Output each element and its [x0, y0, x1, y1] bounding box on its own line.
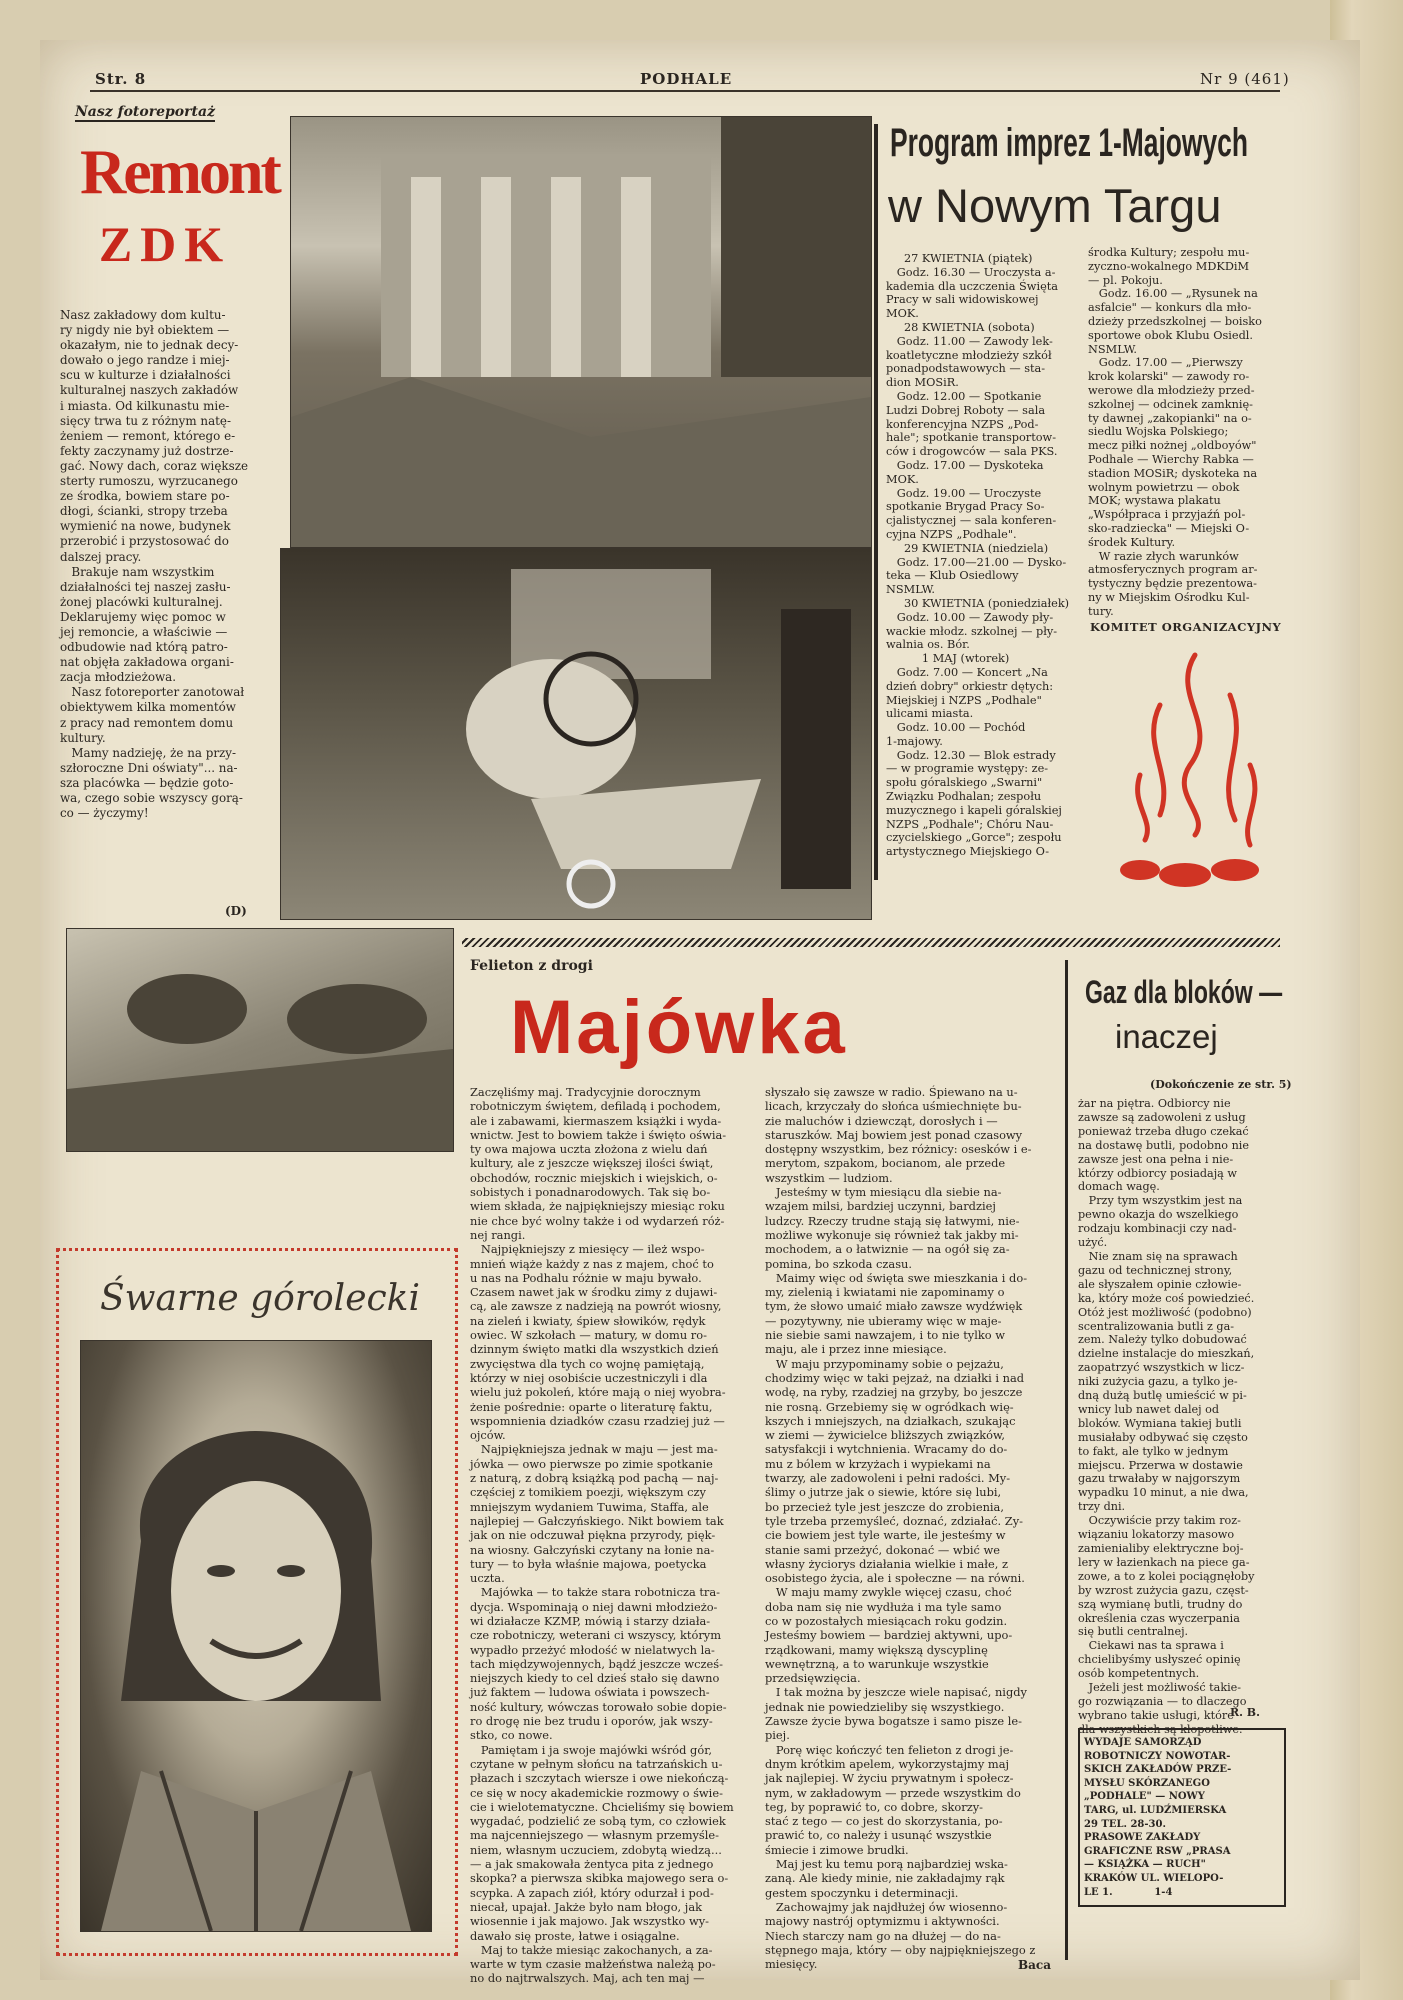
photo-concrete-mixer-illustration — [281, 549, 871, 919]
gaz-signature: R. B. — [1230, 1706, 1260, 1719]
program-column-rule — [874, 124, 878, 880]
majowka-col2: słyszało się zawsze w radio. Śpiewano na u- licach, krzyczały do słońca uśmiechnięte bu- zie maluchów i dziewcząt, dorosłych i — staruszków. Maj bowiem jest ponad czasowy dostępny wszystkim, bez różnicy: osesków i e- merytom, szpakom, bocianom, ale przede wszystkim — ludziom. Jesteśmy w tym miesiącu dla siebie na- wzajem milsi, bardziej uczynni, bardziej ludzcy. Rzeczy trudne stają się łatwymi, nie- możliwe wykonuje się również tak jakby mi- mochodem, a o łatwiznie — na ogół się za- pomina, bo szkoda czasu. Maimy więc od święta swe mieszkania i do- my, zielenią i kwiatami nie zapominamy o tym, że słowo umaić miało zawsze wydźwięk — pozytywny, nie ubieramy więc w maje- nie siebie sami nawzajem, i to nie tylko w maju, ale i przez inne miesiące. W maju przypominamy sobie o pejzażu, chodzimy więc w taki pejzaż, na działki i nad wodę, na ryby, rzadziej na grzyby, bo jeszcze nie rosną. Grzebiemy się w ogródkach wię- kszych i mniejszych, na działkach, szukając w ziemi — żywicielce bliższych związków, satysfakcji i wytchnienia. Wracamy do do- mu z bólem w krzyżach i wypiekami na twarzy, ale zadowoleni i pełni radości. My- ślimy o jutrze jak o siewie, które się lubi, bo przecież tyle jest jeszcze do zrobienia, tyle trzeba przemyśleć, doznać, zdziałać. Zy- cie bowiem jest tyle warte, ile jesteśmy w stanie sami przeżyć, dokonać — wbić we własny życiorys działania wielkie i małe, z osobistego życia, ale i społeczne — na równi. W maju mamy zwykle więcej czasu, choć doba nam się nie wydłuża i ma tyle samo co w pozostałych miesiącach roku godzin. Jesteśmy bowiem — bardziej aktywni, upo- rządkowani, mamy większą dyscyplinę wewnętrzną, a to warunkuje wszystkie przedsięwzięcia. I tak można by jeszcze wiele napisać, nigdy jednak nie powiedzieliby się wszystkiego. Zawsze życie bywa bogatsze i samo pisze le- piej. Porę więc kończyć ten felieton z drogi je- dnym krótkim apelem, wykorzystajmy maj jak najlepiej. W życiu prywatnym i społecz- nym, w zakładowym — przede wszystkim do teg, by poprawić to, co dobre, skorzy- stać z tego — co jest do skorzystania, po- prawić to, co należy i usunąć wszystkie śmiecie i zimowe brudki. Maj jest ku temu porą najbardziej wska- zaną. Ale kiedy minie, nie zakładajmy rąk gestem spoczynku i determinacji. Zachowajmy jak najdłużej ów wiosenno- majowy nastrój optymizmu i aktywności. Niech starczy nam go na dłużej — do na- stępnego maja, który — oby najpiękniejszego z miesięcy. — [765, 1085, 1036, 1972]
portrait-photo-illustration — [81, 1341, 431, 1931]
zdk-body: Nasz zakładowy dom kultu- ry nigdy nie był obiektem — okazałym, nie to jednak decy- dowało o jego randze i miej- scu w kulturze i działalności kulturalnej naszych zakładów i miasta. Od kilkunastu mie- sięcy trwa tu z różnym natę- żeniem — remont, którego e- fekty zaczynamy już dostrze- gać. Nowy dach, coraz większe sterty rumoszu, wyrzucanego ze środka, bowiem stare po- dłogi, ścianki, stropy trzeba wymienić na nowe, budynek przerobić i przystosować do dalszej pracy. Brakuje nam wszystkim działalności tej naszej zasłu- żonej placówki kulturalnej. Deklarujemy więc pomoc w jej remoncie, a właściwie — odbudowie nad którą patro- nat objęła zakładowa organi- zacja młodzieżowa. Nasz fotoreporter zanotował obiektywem kilka momentów z pracy nad remontem domu kultury. Mamy nadzieję, że na przy- szłoroczne Dni oświaty"... na- sza placówka — będzie goto- wa, czego sobie wszyscy gorą- co — życzymy! — [60, 308, 248, 821]
zdk-title-line1: Remont — [80, 136, 279, 207]
majowka-signature: Baca — [1018, 1958, 1051, 1972]
gaz-column-rule — [1065, 960, 1068, 1960]
program-col2: środka Kultury; zespołu mu- zyczno-wokalnego MDKDiM — pl. Pokoju. Godz. 16.00 — „Rysunek na asfalcie" — konkurs dla mło- dzieży przedszkolnej — boisko sportowe obok Klubu Osiedl. NSMLW. Godz. 17.00 — „Pierwszy krok kolarski" — zawody ro- werowe dla młodzieży przed- szkolnej — odcinek zamknię- ty dawnej „zakopianki" na o- siedlu Wojska Polskiego; mecz piłki nożnej „oldboyów" Podhale — Wierchy Rabka — stadion MOSiR; dyskoteka na wolnym powietrzu — obok MOK; wystawa plakatu „Współpraca i przyjaźń pol- sko-radziecka" — Miejski O- środek Kultury. W razie złych warunków atmosferycznych program ar- tystyczny będzie prezentowa- ny w Miejskim Ośrodku Kul- tury. — [1088, 246, 1262, 618]
program-title-line1: Program imprez 1-Majowych — [890, 121, 1248, 165]
portrait-title: Śwarne górolecki — [100, 1278, 420, 1319]
photo-workers-floor — [66, 928, 454, 1152]
portrait-photo — [80, 1340, 432, 1932]
program-title-line2: w Nowym Targu — [888, 179, 1222, 232]
campfire-flame-drawing — [1100, 645, 1280, 905]
majowka-title: Majówka — [510, 985, 848, 1070]
masthead-title: PODHALE — [640, 70, 733, 88]
photo-workers-floor-illustration — [67, 929, 453, 1151]
section-hatch-rule — [462, 938, 1280, 947]
issue-number: Nr 9 (461) — [1200, 70, 1290, 88]
program-signature: KOMITET ORGANIZACYJNY — [1090, 620, 1282, 634]
majowka-kicker: Felieton z drogi — [470, 958, 593, 974]
photo-concrete-mixer — [280, 548, 872, 920]
gaz-title-line2: inaczej — [1115, 1018, 1218, 1055]
gaz-body: żar na piętra. Odbiorcy nie zawsze są zadowoleni z usług ponieważ trzeba długo czekać na dostawę butli, podobno nie zawsze jest ona pełna i nie- którzy odbiorcy posiadają w domach wagę. Przy tym wszystkim jest na pewno okazja do wszelkiego rodzaju kombinacji czy nad- użyć. Nie znam się na sprawach gazu od technicznej strony, ale słyszałem opinie człowie- ka, który może coś powiedzieć. Otóż jest możliwość (podobno) scentralizowania butli z ga- zem. Należy tylko dobudować dzielne instalacje do mieszkań, zaopatrzyć wszystkich w licz- niki zużycia gazu, a tylko je- dną dużą butlę umieścić w pi- wnicy lub nawet dalej od bloków. Wymiana takiej butli musiałaby odbywać się często to fakt, ale tylko w jednym miejscu. Przerwa w dostawie gazu trwałaby w najgorszym wypadku 10 minut, a nie dwa, trzy dni. Oczywiście przy takim roz- wiązaniu lokatorzy masowo zamienialiby elektryczne boj- lery w łazienkach na piece ga- zowe, a to z kolei pociągnęłoby by wzrost zużycia gazu, częst- szą wymianę butli, trudny do określenia czas wyczerpania się butli centralnej. Ciekawi nas ta sprawa i chcielibyśmy usłyszeć opinię osób kompetentnych. Jeżeli jest możliwość takie- go rozwiązania — to dlaczego wybrano takie usługi, które dla wszystkich są kłopotliwe. — [1078, 1097, 1255, 1736]
gaz-continuation: (Dokończenie ze str. 5) — [1150, 1078, 1292, 1091]
zdk-kicker: Nasz fotoreportaż — [75, 104, 216, 120]
photo-zdk-building-illustration — [291, 117, 871, 547]
zdk-title-line2: ZDK — [98, 216, 232, 272]
photo-zdk-building — [290, 116, 872, 548]
page-number: Str. 8 — [95, 70, 147, 88]
gaz-title-line1: Gaz dla bloków — — [1085, 974, 1283, 1010]
header-rule — [90, 90, 1280, 92]
majowka-col1: Zaczęliśmy maj. Tradycyjnie dorocznym robotniczym świętem, defiladą i pochodem, ale i zabawami, kiermaszem książki i wyda- wnictw. Jest to bowiem także i święto oświa- ty owa majowa uczta złożona z wielu dań kultury, ale z jeszcze większej ilości świąt, obchodów, rocznic miejskich i wiejskich, o- sobistych i ponadnarodowych. Tak się bo- wiem składa, że najpiękniejszy miesiąc roku nie chce być wolny także i od wydarzeń róż- nej rangi. Najpiękniejszy z miesięcy — ileż wspo- mnień wiąże każdy z nas z majem, choć to u nas na Podhalu różnie w maju bywało. Czasem nawet jak w środku zimy z dujawi- cą, ale zawsze z nadzieją na powrót wiosny, na zieleń i kwiaty, śpiew słowików, rędyk owiec. W szkołach — matury, w domu ro- dzinnym święto matki dla wszystkich dzień zwycięstwa dla tych co wojnę pamiętają, którzy w niej osobiście uczestniczyli i dla wielu już pokoleń, które mają o niej wyobra- żenie pośrednie: oparte o literaturę faktu, wspomnienia dziadków czasu rzadziej już — ojców. Najpiękniejsza jednak w maju — jest ma- jówka — owo pierwsze po zimie spotkanie z naturą, z dobrą książką pod pachą — naj- częściej z tomikiem poezji, większym czy mniejszym wydaniem Tuwima, Staffa, ale najlepiej — Gałczyńskiego. Nikt bowiem tak jak on nie odczuwał piękna przyrody, pięk- na wiosny. Gałczyński czytany na łonie na- tury — to była właśnie majowa, poetycka uczta. Majówka — to także stara robotnicza tra- dycja. Wspominają o niej dawni młodzieżo- wi działacze KZMP, mówią i starzy działa- cze robotniczy, weterani ci wszyscy, którym wypadło przeżyć młodość w nielatwych la- tach międzywojennych, bądź jeszcze wcześ- niejszych kiedy to cel dzieś stało się dawno już faktem — ludowa oświata i powszech- ność kultury, wówczas torowało sobie dopie- ro drogę nie bez trudu i oporów, jak wszy- stko, co nowe. Pamiętam i ja swoje majówki wśród gór, czytane w pełnym słońcu na tatrzańskich u- płazach i szczytach wiersze i owe niekończą- ce się w nocy akademickie rozmowy o świe- cie i wielotematyczne. Chcieliśmy się bowiem wygadać, podzielić ze sobą tym, co człowiek ma najcenniejszego — własnym przemyśle- niem, własnym uczuciem, zdobytą wiedzą... — a jak smakowała żentyca pita z jednego skopka? a pierwsza skibka majowego sera o- scypka. A zapach ziół, który odurzał i pod- niecał, upajał. Jakże było nam błogo, jak wiosennie i jak majowo. Jak wszystko wy- dawało się proste, łatwe i osiągalne. Maj to także miesiąc zakochanych, a za- warte w tym czasie małżeństwa należą po- no do najtrwalszych. Maj, ach ten maj — — [470, 1085, 734, 1986]
imprint-box: WYDAJE SAMORZĄD ROBOTNICZY NOWOTAR- SKICH ZAKŁADÓW PRZE- MYSŁU SKÓRZANEGO „PODHALE" — NOWY TARG, ul. LUDŹMIERSKA 29 TEL. 28-30. PRASOWE ZAKŁADY GRAFICZNE RSW „PRASA — KSIĄŻKA — RUCH" KRAKÓW UL. WIELOPO- LE 1. 1-4 — [1078, 1728, 1286, 1907]
program-col1: 27 KWIETNIA (piątek) Godz. 16.30 — Uroczysta a- kademia dla uczczenia Święta Pracy w sali widowiskowej MOK. 28 KWIETNIA (sobota) Godz. 11.00 — Zawody lek- koatletyczne młodzieży szkół ponadpodstawowych — sta- dion MOSiR. Godz. 12.00 — Spotkanie Ludzi Dobrej Roboty — sala konferencyjna NZPS „Pod- hale"; spotkanie transportow- ców i drogowców — sala PKS. Godz. 17.00 — Dyskoteka MOK. Godz. 19.00 — Uroczyste spotkanie Brygad Pracy So- cjalistycznej — sala konferen- cyjna NZPS „Podhale". 29 KWIETNIA (niedziela) Godz. 17.00—21.00 — Dysko- teka — Klub Osiedlowy NSMLW. 30 KWIETNIA (poniedziałek) Godz. 10.00 — Zawody pły- wackie młodz. szkolnej — pły- walnia os. Bór. 1 MAJ (wtorek) Godz. 7.00 — Koncert „Na dzień dobry" orkiestr dętych: Miejskiej i NZPS „Podhale" ulicami miasta. Godz. 10.00 — Pochód 1-majowy. Godz. 12.30 — Blok estrady — w programie występy: ze- społu góralskiego „Swarni" Związku Podhalan; zespołu muzycznego i kapeli góralskiej NZPS „Podhale"; Chóru Nau- czycielskiego „Gorce"; zespołu artystycznego Miejskiego O- — [886, 252, 1070, 859]
zdk-signature: (D) — [225, 904, 247, 918]
